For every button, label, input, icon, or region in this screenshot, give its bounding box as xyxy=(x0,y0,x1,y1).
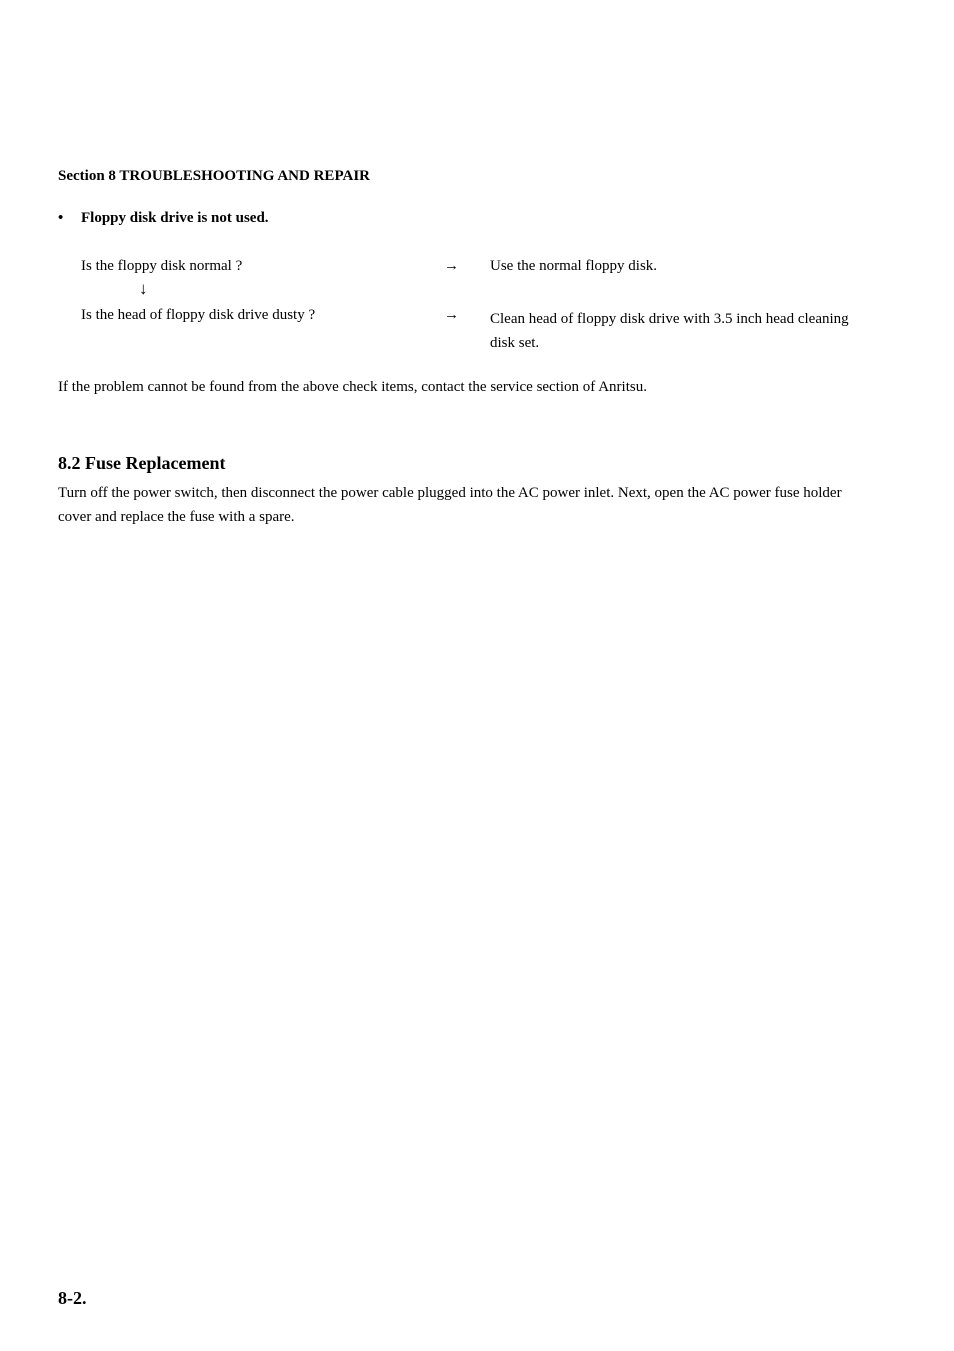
contact-note: If the problem cannot be found from the above check items, contact the service section of Anritsu. xyxy=(58,379,647,395)
check-action-1: Use the normal floppy disk. xyxy=(490,258,658,274)
fuse-instructions: Turn off the power switch, then disconnect the power cable plugged into the AC power inlet. Next, open the AC power fuse holder cover and replace the fuse with a spare. xyxy=(58,485,842,525)
check-action-2: Clean head of floppy disk drive with 3.5 inch head cleaning disk set. xyxy=(490,311,849,351)
subsection-title: 8.2 Fuse Replacement xyxy=(58,453,226,473)
check-question-2: Is the head of floppy disk drive dusty ? xyxy=(81,307,316,323)
down-arrow-icon: ↓ xyxy=(139,279,148,298)
check-question-1: Is the floppy disk normal ? xyxy=(81,258,243,274)
section-header: Section 8 TROUBLESHOOTING AND REPAIR xyxy=(58,168,370,184)
right-arrow-icon: → xyxy=(444,258,459,274)
bullet-dot: • xyxy=(58,210,64,226)
bullet-heading: Floppy disk drive is not used. xyxy=(81,210,269,226)
right-arrow-icon: → xyxy=(444,307,459,323)
page-number: 8-2. xyxy=(58,1288,87,1308)
